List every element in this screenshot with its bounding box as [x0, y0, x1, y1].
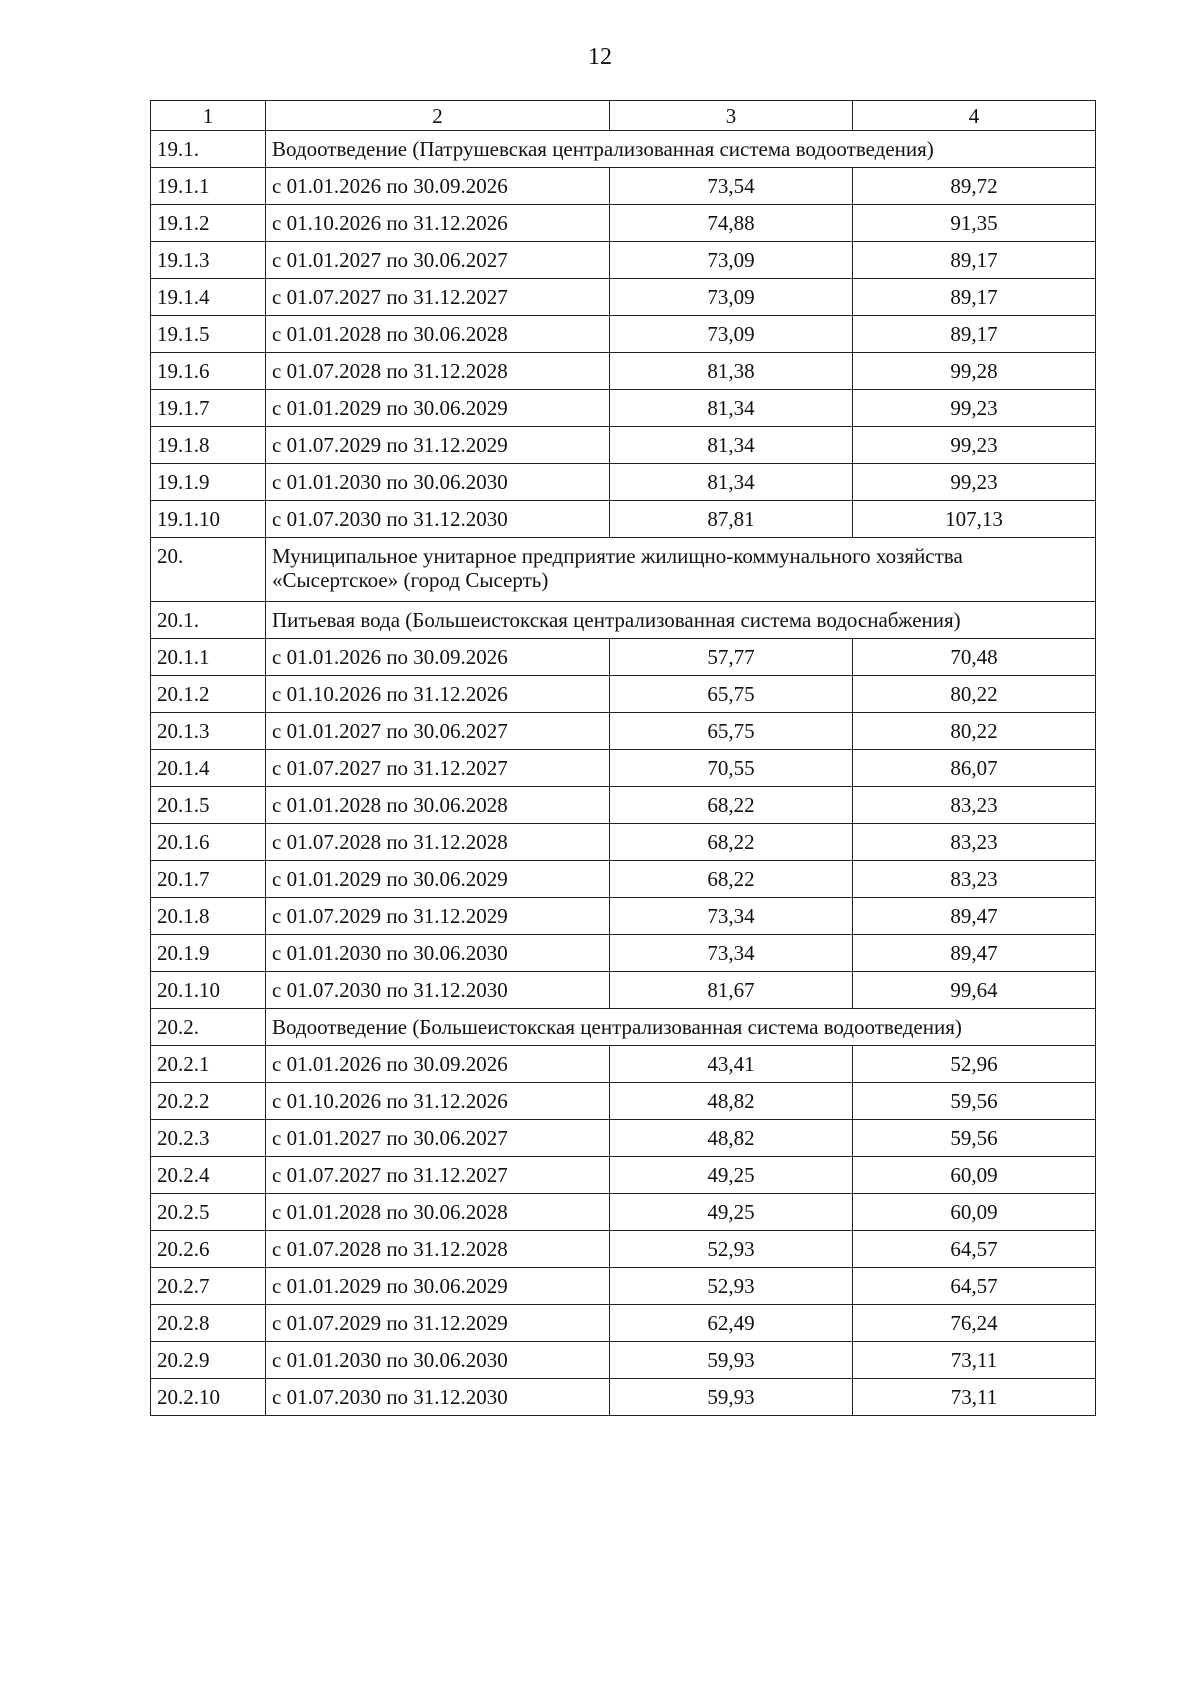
table-row — [151, 1379, 1096, 1416]
row-value-col3: 43,41 — [610, 1046, 853, 1083]
table-row — [151, 205, 1096, 242]
table-row — [151, 935, 1096, 972]
row-value-col3: 48,82 — [610, 1120, 853, 1157]
column-number-2: 2 — [266, 101, 610, 131]
row-period: с 01.01.2026 по 30.09.2026 — [266, 1046, 610, 1083]
table-row — [151, 1046, 1096, 1083]
row-value-col3: 73,09 — [610, 279, 853, 316]
row-value-col3: 49,25 — [610, 1157, 853, 1194]
row-value-col3: 81,34 — [610, 464, 853, 501]
table-row — [151, 427, 1096, 464]
column-number-3: 3 — [610, 101, 853, 131]
row-value-col4: 83,23 — [853, 861, 1096, 898]
row-code: 20.2.9 — [151, 1342, 266, 1379]
table-row — [151, 972, 1096, 1009]
row-period: с 01.01.2029 по 30.06.2029 — [266, 390, 610, 427]
row-value-col3: 52,93 — [610, 1231, 853, 1268]
row-value-col4: 99,23 — [853, 464, 1096, 501]
row-period: с 01.01.2026 по 30.09.2026 — [266, 639, 610, 676]
row-value-col3: 73,09 — [610, 316, 853, 353]
row-code: 20.1.5 — [151, 787, 266, 824]
row-code: 19.1.6 — [151, 353, 266, 390]
row-period: с 01.07.2030 по 31.12.2030 — [266, 1379, 610, 1416]
row-value-col3: 73,09 — [610, 242, 853, 279]
row-value-col4: 99,64 — [853, 972, 1096, 1009]
row-value-col4: 59,56 — [853, 1120, 1096, 1157]
row-value-col4: 80,22 — [853, 676, 1096, 713]
row-value-col4: 60,09 — [853, 1194, 1096, 1231]
row-value-col3: 49,25 — [610, 1194, 853, 1231]
row-code: 19.1.5 — [151, 316, 266, 353]
row-value-col4: 91,35 — [853, 205, 1096, 242]
section-code: 20.2. — [151, 1009, 266, 1046]
row-code: 20.2.3 — [151, 1120, 266, 1157]
table-row — [151, 1305, 1096, 1342]
row-period: с 01.07.2027 по 31.12.2027 — [266, 750, 610, 787]
row-value-col3: 73,54 — [610, 168, 853, 205]
row-value-col4: 73,11 — [853, 1342, 1096, 1379]
row-code: 20.1.3 — [151, 713, 266, 750]
tariff-table-body — [151, 101, 1096, 1416]
row-value-col4: 83,23 — [853, 824, 1096, 861]
row-code: 20.1.1 — [151, 639, 266, 676]
table-row — [151, 861, 1096, 898]
row-value-col3: 81,38 — [610, 353, 853, 390]
row-code: 20.1.8 — [151, 898, 266, 935]
row-code: 20.1.6 — [151, 824, 266, 861]
row-value-col3: 70,55 — [610, 750, 853, 787]
section-row — [151, 602, 1096, 639]
row-value-col4: 89,47 — [853, 935, 1096, 972]
row-value-col4: 89,17 — [853, 279, 1096, 316]
row-code: 20.1.4 — [151, 750, 266, 787]
row-period: с 01.01.2029 по 30.06.2029 — [266, 1268, 610, 1305]
section-code: 20. — [151, 538, 266, 602]
row-value-col3: 65,75 — [610, 713, 853, 750]
row-value-col4: 89,47 — [853, 898, 1096, 935]
row-value-col4: 99,23 — [853, 427, 1096, 464]
table-row — [151, 464, 1096, 501]
row-value-col4: 86,07 — [853, 750, 1096, 787]
row-value-col3: 62,49 — [610, 1305, 853, 1342]
row-period: с 01.01.2027 по 30.06.2027 — [266, 1120, 610, 1157]
row-code: 19.1.2 — [151, 205, 266, 242]
row-code: 19.1.3 — [151, 242, 266, 279]
table-row — [151, 1231, 1096, 1268]
row-period: с 01.10.2026 по 31.12.2026 — [266, 205, 610, 242]
row-period: с 01.01.2028 по 30.06.2028 — [266, 1194, 610, 1231]
table-row — [151, 390, 1096, 427]
row-value-col3: 81,67 — [610, 972, 853, 1009]
table-row — [151, 316, 1096, 353]
table-row — [151, 242, 1096, 279]
row-value-col3: 74,88 — [610, 205, 853, 242]
row-period: с 01.07.2028 по 31.12.2028 — [266, 1231, 610, 1268]
table-row — [151, 1194, 1096, 1231]
row-code: 19.1.10 — [151, 501, 266, 538]
table-row — [151, 353, 1096, 390]
table-row — [151, 279, 1096, 316]
row-code: 20.2.8 — [151, 1305, 266, 1342]
row-code: 20.1.10 — [151, 972, 266, 1009]
row-period: с 01.07.2030 по 31.12.2030 — [266, 501, 610, 538]
section-row — [151, 1009, 1096, 1046]
row-code: 20.1.9 — [151, 935, 266, 972]
row-period: с 01.10.2026 по 31.12.2026 — [266, 1083, 610, 1120]
row-code: 20.1.7 — [151, 861, 266, 898]
row-value-col4: 99,23 — [853, 390, 1096, 427]
row-value-col3: 59,93 — [610, 1342, 853, 1379]
row-code: 20.2.6 — [151, 1231, 266, 1268]
row-period: с 01.01.2028 по 30.06.2028 — [266, 787, 610, 824]
table-row — [151, 168, 1096, 205]
table-row — [151, 713, 1096, 750]
table-row — [151, 1157, 1096, 1194]
row-period: с 01.01.2030 по 30.06.2030 — [266, 464, 610, 501]
section-code: 19.1. — [151, 131, 266, 168]
row-value-col4: 89,17 — [853, 242, 1096, 279]
row-code: 19.1.4 — [151, 279, 266, 316]
row-value-col3: 81,34 — [610, 390, 853, 427]
row-value-col4: 80,22 — [853, 713, 1096, 750]
row-value-col4: 64,57 — [853, 1231, 1096, 1268]
table-row — [151, 1268, 1096, 1305]
row-period: с 01.07.2029 по 31.12.2029 — [266, 898, 610, 935]
row-value-col4: 89,72 — [853, 168, 1096, 205]
row-period: с 01.07.2030 по 31.12.2030 — [266, 972, 610, 1009]
row-code: 20.2.2 — [151, 1083, 266, 1120]
row-code: 20.1.2 — [151, 676, 266, 713]
table-row — [151, 824, 1096, 861]
row-value-col3: 68,22 — [610, 824, 853, 861]
section-title: Водоотведение (Патрушевская централизованная система водоотведения) — [266, 131, 1096, 168]
row-value-col4: 70,48 — [853, 639, 1096, 676]
row-period: с 01.07.2028 по 31.12.2028 — [266, 824, 610, 861]
row-period: с 01.10.2026 по 31.12.2026 — [266, 676, 610, 713]
row-period: с 01.07.2027 по 31.12.2027 — [266, 279, 610, 316]
page-number: 12 — [588, 44, 612, 70]
row-period: с 01.07.2029 по 31.12.2029 — [266, 427, 610, 464]
row-period: с 01.01.2030 по 30.06.2030 — [266, 935, 610, 972]
row-period: с 01.01.2028 по 30.06.2028 — [266, 316, 610, 353]
row-value-col4: 89,17 — [853, 316, 1096, 353]
row-code: 19.1.9 — [151, 464, 266, 501]
table-row — [151, 639, 1096, 676]
row-value-col4: 52,96 — [853, 1046, 1096, 1083]
row-code: 20.2.10 — [151, 1379, 266, 1416]
row-period: с 01.07.2029 по 31.12.2029 — [266, 1305, 610, 1342]
row-value-col4: 73,11 — [853, 1379, 1096, 1416]
row-period: с 01.01.2030 по 30.06.2030 — [266, 1342, 610, 1379]
row-code: 19.1.1 — [151, 168, 266, 205]
row-code: 20.2.1 — [151, 1046, 266, 1083]
row-code: 20.2.7 — [151, 1268, 266, 1305]
row-value-col3: 73,34 — [610, 898, 853, 935]
table-row — [151, 787, 1096, 824]
row-period: с 01.01.2027 по 30.06.2027 — [266, 713, 610, 750]
section-row — [151, 538, 1096, 602]
row-value-col3: 65,75 — [610, 676, 853, 713]
row-value-col4: 60,09 — [853, 1157, 1096, 1194]
section-title: Водоотведение (Большеистокская централизованная система водоотведения) — [266, 1009, 1096, 1046]
row-code: 20.2.5 — [151, 1194, 266, 1231]
row-value-col4: 99,28 — [853, 353, 1096, 390]
section-title: Питьевая вода (Большеистокская централизованная система водоснабжения) — [266, 602, 1096, 639]
row-value-col4: 59,56 — [853, 1083, 1096, 1120]
row-value-col3: 81,34 — [610, 427, 853, 464]
column-number-row — [151, 101, 1096, 131]
row-code: 19.1.8 — [151, 427, 266, 464]
row-period: с 01.07.2027 по 31.12.2027 — [266, 1157, 610, 1194]
row-code: 19.1.7 — [151, 390, 266, 427]
section-code: 20.1. — [151, 602, 266, 639]
table-row — [151, 676, 1096, 713]
tariff-table — [150, 100, 1096, 1416]
row-value-col3: 87,81 — [610, 501, 853, 538]
row-value-col3: 48,82 — [610, 1083, 853, 1120]
table-row — [151, 1083, 1096, 1120]
row-period: с 01.07.2028 по 31.12.2028 — [266, 353, 610, 390]
table-row — [151, 750, 1096, 787]
table-row — [151, 898, 1096, 935]
row-value-col4: 83,23 — [853, 787, 1096, 824]
row-value-col3: 59,93 — [610, 1379, 853, 1416]
row-value-col4: 76,24 — [853, 1305, 1096, 1342]
row-period: с 01.01.2026 по 30.09.2026 — [266, 168, 610, 205]
row-value-col4: 107,13 — [853, 501, 1096, 538]
table-row — [151, 1342, 1096, 1379]
row-code: 20.2.4 — [151, 1157, 266, 1194]
table-row — [151, 501, 1096, 538]
row-value-col3: 68,22 — [610, 787, 853, 824]
row-period: с 01.01.2029 по 30.06.2029 — [266, 861, 610, 898]
section-row — [151, 131, 1096, 168]
row-value-col3: 52,93 — [610, 1268, 853, 1305]
row-value-col4: 64,57 — [853, 1268, 1096, 1305]
row-value-col3: 57,77 — [610, 639, 853, 676]
row-value-col3: 73,34 — [610, 935, 853, 972]
table-row — [151, 1120, 1096, 1157]
row-period: с 01.01.2027 по 30.06.2027 — [266, 242, 610, 279]
row-value-col3: 68,22 — [610, 861, 853, 898]
section-title: Муниципальное унитарное предприятие жилищно-коммунального хозяйства «Сысертское» (город Сысерть) — [266, 538, 1096, 602]
column-number-4: 4 — [853, 101, 1096, 131]
column-number-1: 1 — [151, 101, 266, 131]
